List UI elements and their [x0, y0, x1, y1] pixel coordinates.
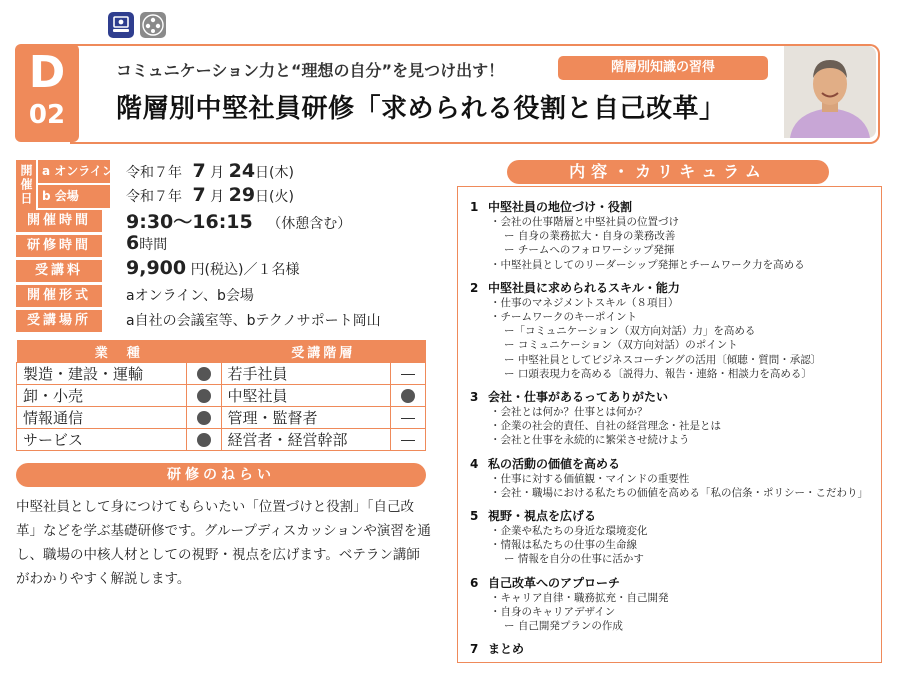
date-a-label: a オンライン	[38, 160, 110, 183]
filled-circle-mark	[197, 367, 211, 381]
dates-label-text: 開催日	[19, 164, 33, 206]
time-note: （休憩含む）	[267, 216, 352, 232]
curriculum-item: ー チームへのフォロワーシップ発揮	[504, 244, 675, 257]
curriculum-section	[470, 199, 875, 272]
hours-value: 6	[126, 232, 140, 254]
aim-text: 中堅社員として身につけてもらいたい「位置づけと役割」「自己改革」などを学ぶ基礎研修です。グループディスカッションや演習を通し、職場の中核人材としての視野・視点を広げます。ベテラン講師がわかりやすく解説します。	[16, 499, 431, 587]
date-a-month: 7	[192, 160, 206, 182]
filled-circle-mark	[197, 433, 211, 447]
industry-mark-cell	[186, 363, 221, 385]
industry-cell: サービス	[17, 429, 187, 451]
section-title	[470, 508, 875, 524]
date-b-value	[126, 184, 294, 206]
level-mark-cell	[391, 407, 426, 429]
time-label: 開催時間	[16, 210, 102, 232]
format-value: aオンライン、b会場	[126, 288, 254, 304]
industry-mark-cell	[186, 429, 221, 451]
date-b-month: 7	[192, 184, 206, 206]
curriculum-section	[470, 456, 875, 500]
section-title	[470, 199, 875, 215]
curriculum-item: ・企業や私たちの身近な環境変化	[490, 525, 648, 538]
section-title	[470, 641, 875, 657]
dash-mark	[401, 374, 415, 375]
table-row	[17, 363, 426, 385]
curriculum-section	[470, 389, 875, 448]
aim-heading: 研修のねらい	[16, 463, 426, 487]
group-people-icon	[140, 12, 166, 38]
section-title-text: 中堅社員に求められるスキル・能力	[488, 280, 680, 295]
curriculum-item: ー 口頭表現力を高める〔説得力、報告・連絡・相談力を高める〕	[504, 367, 812, 380]
level-mark-cell	[391, 385, 426, 407]
level-mark-cell	[391, 429, 426, 451]
course-code-letter: D	[28, 47, 66, 98]
filled-circle-mark	[197, 389, 211, 403]
curriculum-box	[457, 186, 882, 663]
curriculum-section	[470, 641, 875, 657]
curriculum-item: ・仕事のマネジメントスキル（８項目）	[490, 296, 679, 309]
table-row	[17, 429, 426, 451]
curriculum-item: ・情報は私たちの仕事の生命線	[490, 539, 637, 552]
curriculum-item: ・会社と仕事を永続的に繁栄させ続けよう	[490, 434, 690, 447]
section-number: 4	[470, 456, 479, 471]
venue-value: a自社の会議室等、bテクノサポート岡山	[126, 313, 381, 329]
curriculum-item: ー「コミュニケーション（双方向対話）力」を高める	[504, 325, 756, 338]
curriculum-item: ・会社の仕事階層と中堅社員の位置づけ	[490, 216, 679, 228]
industry-cell: 卸・小売	[17, 385, 187, 407]
curriculum-item: ・チームワークのキーポイント	[490, 311, 637, 324]
section-number: 2	[470, 280, 479, 295]
curriculum-item: ー 情報を自分の仕事に活かす	[504, 553, 644, 566]
hours-value-row	[126, 232, 167, 254]
page-title: 階層別中堅社員研修「求められる役割と自己改革」	[116, 94, 726, 124]
industry-cell: 情報通信	[17, 407, 187, 429]
date-b-label: b 会場	[38, 185, 110, 208]
dates-label	[16, 160, 36, 211]
date-a-prefix: 令和７年	[126, 165, 182, 181]
instructor-photo	[784, 46, 876, 138]
industry-cell: 製造・建設・運輸	[17, 363, 187, 385]
dash-mark	[401, 440, 415, 441]
date-a-value	[126, 160, 294, 182]
curriculum-section	[470, 508, 875, 567]
table-row	[17, 385, 426, 407]
level-header: 受講階層	[221, 340, 426, 363]
level-cell: 経営者・経営幹部	[221, 429, 391, 451]
course-code-number: 02	[28, 100, 66, 130]
date-b-month-unit: 月	[210, 189, 225, 205]
fee-value-row	[126, 257, 300, 279]
curriculum-item: ・企業の社会的責任、自社の経営理念・社是とは	[490, 420, 721, 433]
section-title-text: 自己改革へのアプローチ	[488, 575, 621, 590]
fee-unit: 円(税込)／１名様	[190, 262, 300, 278]
date-a-day: 24	[228, 160, 256, 182]
section-title	[470, 456, 875, 472]
course-code	[15, 44, 79, 142]
curriculum-item: ー 中堅社員としてビジネスコーチングの活用〔傾聴・質問・承認〕	[504, 353, 822, 366]
category-badge: 階層別知識の習得	[558, 56, 768, 80]
section-number: 5	[470, 509, 479, 524]
hours-unit: 時間	[139, 237, 168, 253]
date-a-month-unit: 月	[210, 165, 225, 181]
curriculum-item: ・仕事に対する価値観・マインドの重要性	[490, 472, 690, 485]
header-subtitle: コミュニケーション力と“理想の自分”を見つけ出す！	[116, 61, 505, 80]
curriculum-item: ー コミュニケーション（双方向対話）のポイント	[504, 339, 738, 352]
curriculum-section	[470, 575, 875, 634]
hours-label: 研修時間	[16, 235, 102, 257]
filled-circle-mark	[197, 411, 211, 425]
industry-mark-cell	[186, 385, 221, 407]
time-value-row	[126, 207, 351, 234]
section-title-text: まとめ	[488, 642, 525, 657]
curriculum-item: ー 自身の業務拡大・自身の業務改善	[504, 230, 676, 243]
curriculum-item: ・中堅社員としてのリーダーシップ発揮とチームワーク力を高める	[490, 258, 805, 271]
industry-level-table	[16, 340, 426, 451]
level-cell: 管理・監督者	[221, 407, 391, 429]
curriculum-item: ・キャリア自律・職務拡充・自己開発	[490, 591, 669, 604]
level-cell: 若手社員	[221, 363, 391, 385]
online-training-icon	[108, 12, 134, 38]
date-b-day: 29	[228, 184, 256, 206]
curriculum-item: ー 自己開発プランの作成	[504, 620, 623, 633]
date-b-prefix: 令和７年	[126, 189, 182, 205]
curriculum-item: ・会社・職場における私たちの価値を高める「私の信条・ポリシー・こだわり」	[490, 486, 868, 499]
section-title-text: 会社・仕事があるってありがたい	[488, 390, 669, 405]
curriculum-list	[470, 199, 875, 665]
section-number: 3	[470, 390, 479, 405]
filled-circle-mark	[401, 389, 415, 403]
section-number: 7	[470, 642, 479, 657]
fee-value: 9,900	[126, 257, 187, 279]
section-title-text: 私の活動の価値を高める	[488, 456, 621, 471]
industry-mark-cell	[186, 407, 221, 429]
section-title	[470, 280, 875, 296]
date-b-suffix: 日(火)	[255, 189, 294, 205]
curriculum-section	[470, 280, 875, 381]
section-title-text: 中堅社員の地位づけ・役割	[488, 200, 633, 214]
table-row	[17, 407, 426, 429]
venue-label: 受講場所	[16, 310, 102, 332]
section-number: 1	[470, 200, 479, 214]
section-number: 6	[470, 575, 479, 590]
time-value: 9:30～16:15	[126, 211, 253, 233]
curriculum-item: ・自身のキャリアデザイン	[490, 605, 616, 618]
fee-label: 受講料	[16, 260, 102, 282]
industry-header: 業 種	[17, 340, 222, 363]
level-mark-cell	[391, 363, 426, 385]
section-title	[470, 389, 875, 405]
curriculum-heading: 内容・カリキュラム	[507, 160, 829, 184]
section-title	[470, 575, 875, 591]
date-a-suffix: 日(木)	[255, 165, 294, 181]
dash-mark	[401, 418, 415, 419]
curriculum-item: ・会社とは何か？仕事とは何か？	[490, 406, 648, 419]
format-label: 開催形式	[16, 285, 102, 307]
level-cell: 中堅社員	[221, 385, 391, 407]
section-title-text: 視野・視点を広げる	[488, 509, 597, 524]
